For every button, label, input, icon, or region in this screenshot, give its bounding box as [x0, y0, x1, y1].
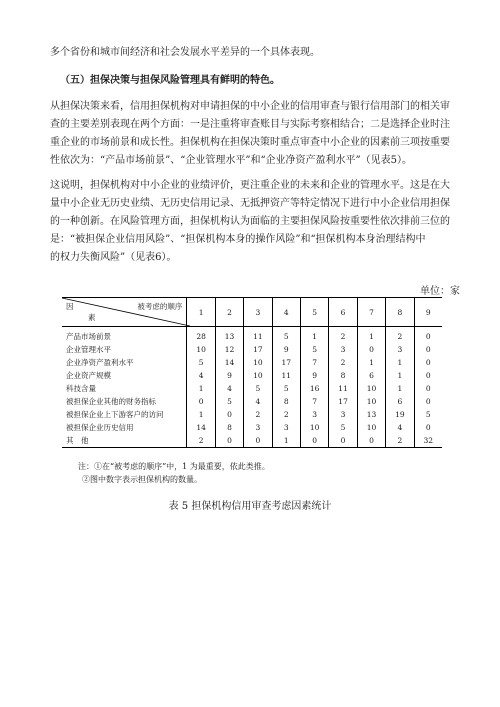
- section-heading: （五）担保决策与担保风险管理具有鲜明的特色。: [60, 75, 280, 86]
- factor-label: 企业管理水平: [62, 343, 187, 356]
- table-cell: 13: [215, 327, 243, 344]
- table-cell: 1: [187, 408, 215, 421]
- table-cell: 32: [414, 434, 442, 448]
- table-row: [62, 395, 442, 408]
- table-cell: 10: [357, 421, 385, 434]
- table-cell: 0: [414, 356, 442, 369]
- paragraph-line: 这说明，担保机构对中小企业的业绩评价，更注重企业的未来和企业的管理水平。这是在大: [50, 180, 450, 191]
- table-cell: 4: [215, 382, 243, 395]
- table-cell: 5: [272, 382, 300, 395]
- factor-label: 产品市场前景: [62, 327, 187, 344]
- table-cell: 0: [300, 434, 328, 448]
- table-cell: 16: [300, 382, 328, 395]
- table-cell: 3: [300, 408, 328, 421]
- table-cell: 4: [244, 395, 272, 408]
- table-cell: 3: [272, 421, 300, 434]
- table-cell: 13: [357, 408, 385, 421]
- table-row: [62, 408, 442, 421]
- factor-label: 企业资产规模: [62, 369, 187, 382]
- table-cell: 1: [386, 369, 414, 382]
- table-note-1: 注：①在“被考虑的顺序”中，1 为最重要，依此类推。: [78, 462, 270, 471]
- paragraph-line: 重企业的市场前景和成长性。担保机构在担保决策时重点审查中小企业的因素前三项按重要: [50, 137, 450, 148]
- header-corner-left: 因: [66, 302, 74, 311]
- table-cell: 2: [272, 408, 300, 421]
- table-cell: 2: [329, 356, 357, 369]
- table-cell: 2: [244, 408, 272, 421]
- table-cell: 0: [215, 434, 243, 448]
- factor-label: 企业净资产盈利水平: [62, 356, 187, 369]
- table-unit: 单位：家: [420, 286, 460, 297]
- table-caption: 表 5 担保机构信用审查考虑因素统计: [168, 501, 332, 512]
- table-cell: 5: [272, 327, 300, 344]
- table-cell: 14: [215, 356, 243, 369]
- factor-label: 被担保企业历史信用: [62, 421, 187, 434]
- table-row: [62, 356, 442, 369]
- table-row: [62, 369, 442, 382]
- paragraph-line: 查的主要差别表现在两个方面：一是注重将审查账目与实际考察相结合；二是选择企业时注: [50, 119, 450, 130]
- table-cell: 3: [329, 408, 357, 421]
- table-cell: 11: [272, 369, 300, 382]
- table-cell: 10: [244, 369, 272, 382]
- factor-label: 其 他: [62, 434, 187, 448]
- paragraph-line: 多个省份和城市间经济和社会发展水平差异的一个具体表现。: [50, 47, 320, 58]
- table-cell: 3: [329, 343, 357, 356]
- column-header: 7: [357, 298, 385, 327]
- table-cell: 3: [386, 343, 414, 356]
- table-cell: 2: [386, 434, 414, 448]
- table-cell: 11: [329, 382, 357, 395]
- table-cell: 0: [244, 434, 272, 448]
- table-cell: 28: [187, 327, 215, 344]
- table-cell: 6: [386, 395, 414, 408]
- paragraph-line: 是：“被担保企业信用风险”、“担保机构本身的操作风险”和“担保机构本身治理结构中: [50, 234, 426, 245]
- factor-label: 被担保企业其他的财务指标: [62, 395, 187, 408]
- table-row: [62, 343, 442, 356]
- table-cell: 1: [187, 382, 215, 395]
- table-cell: 5: [329, 421, 357, 434]
- factor-label: 科技含量: [62, 382, 187, 395]
- table-note-2: ②图中数字表示担保机构的数量。: [82, 475, 202, 484]
- table-cell: 10: [357, 395, 385, 408]
- table-cell: 8: [272, 395, 300, 408]
- paragraph-line: 的一种创新。在风险管理方面，担保机构认为面临的主要担保风险按重要性依次排前三位的: [50, 216, 450, 227]
- table-cell: 5: [244, 382, 272, 395]
- table-cell: 12: [215, 343, 243, 356]
- table-cell: 17: [272, 356, 300, 369]
- header-corner-top: 被考虑的顺序: [137, 302, 183, 311]
- table-cell: 8: [329, 369, 357, 382]
- table-cell: 5: [300, 343, 328, 356]
- table-cell: 0: [357, 434, 385, 448]
- header-corner-bottom: 素: [88, 313, 96, 322]
- table-cell: 3: [244, 421, 272, 434]
- table-cell: 17: [244, 343, 272, 356]
- header-corner-cell: [62, 298, 187, 327]
- table-cell: 0: [414, 421, 442, 434]
- table-cell: 2: [386, 327, 414, 344]
- paragraph-line: 的权力失衡风险”（见表6）。: [50, 252, 177, 263]
- table-cell: 5: [414, 408, 442, 421]
- table-cell: 6: [357, 369, 385, 382]
- paragraph-line: 性依次为：“产品市场前景”、“企业管理水平”和“企业净资产盈利水平”（见表5）。: [50, 155, 413, 166]
- table-cell: 0: [414, 369, 442, 382]
- table-cell: 7: [300, 395, 328, 408]
- column-header: 6: [329, 298, 357, 327]
- table-cell: 0: [357, 343, 385, 356]
- table-header-row: [62, 298, 442, 327]
- column-header: 8: [386, 298, 414, 327]
- table-cell: 5: [187, 356, 215, 369]
- table-cell: 2: [187, 434, 215, 448]
- table-cell: 0: [215, 408, 243, 421]
- column-header: 3: [244, 298, 272, 327]
- table-cell: 10: [357, 382, 385, 395]
- table-cell: 0: [414, 395, 442, 408]
- table-cell: 7: [300, 356, 328, 369]
- table-row: [62, 434, 442, 448]
- table-row: [62, 327, 442, 344]
- table-cell: 19: [386, 408, 414, 421]
- table-cell: 9: [272, 343, 300, 356]
- table-row: [62, 382, 442, 395]
- table-row: [62, 421, 442, 434]
- table-cell: 9: [215, 369, 243, 382]
- table-cell: 10: [187, 343, 215, 356]
- paragraph-line: 从担保决策来看，信用担保机构对申请担保的中小企业的信用审查与银行信用部门的相关审: [50, 101, 450, 112]
- table-cell: 8: [215, 421, 243, 434]
- table-cell: 1: [357, 356, 385, 369]
- factor-table: [62, 297, 442, 448]
- table-cell: 9: [300, 369, 328, 382]
- table-cell: 10: [244, 356, 272, 369]
- table-cell: 0: [414, 382, 442, 395]
- table-cell: 0: [329, 434, 357, 448]
- table-cell: 10: [300, 421, 328, 434]
- column-header: 2: [215, 298, 243, 327]
- table-cell: 1: [386, 382, 414, 395]
- paragraph-line: 量中小企业无历史业绩、无历史信用记录、无抵押资产等特定情况下进行中小企业信用担保: [50, 198, 450, 209]
- table-cell: 11: [244, 327, 272, 344]
- table-cell: 1: [357, 327, 385, 344]
- table-cell: 1: [300, 327, 328, 344]
- table-cell: 4: [187, 369, 215, 382]
- table-cell: 0: [187, 395, 215, 408]
- table-cell: 2: [329, 327, 357, 344]
- table-cell: 0: [414, 327, 442, 344]
- table-cell: 1: [386, 356, 414, 369]
- table-cell: 4: [386, 421, 414, 434]
- table-cell: 0: [414, 343, 442, 356]
- factor-label: 被担保企业上下游客户的访问: [62, 408, 187, 421]
- column-header: 9: [414, 298, 442, 327]
- column-header: 4: [272, 298, 300, 327]
- table-cell: 14: [187, 421, 215, 434]
- table-cell: 17: [329, 395, 357, 408]
- table-cell: 1: [272, 434, 300, 448]
- table-cell: 5: [215, 395, 243, 408]
- column-header: 5: [300, 298, 328, 327]
- column-header: 1: [187, 298, 215, 327]
